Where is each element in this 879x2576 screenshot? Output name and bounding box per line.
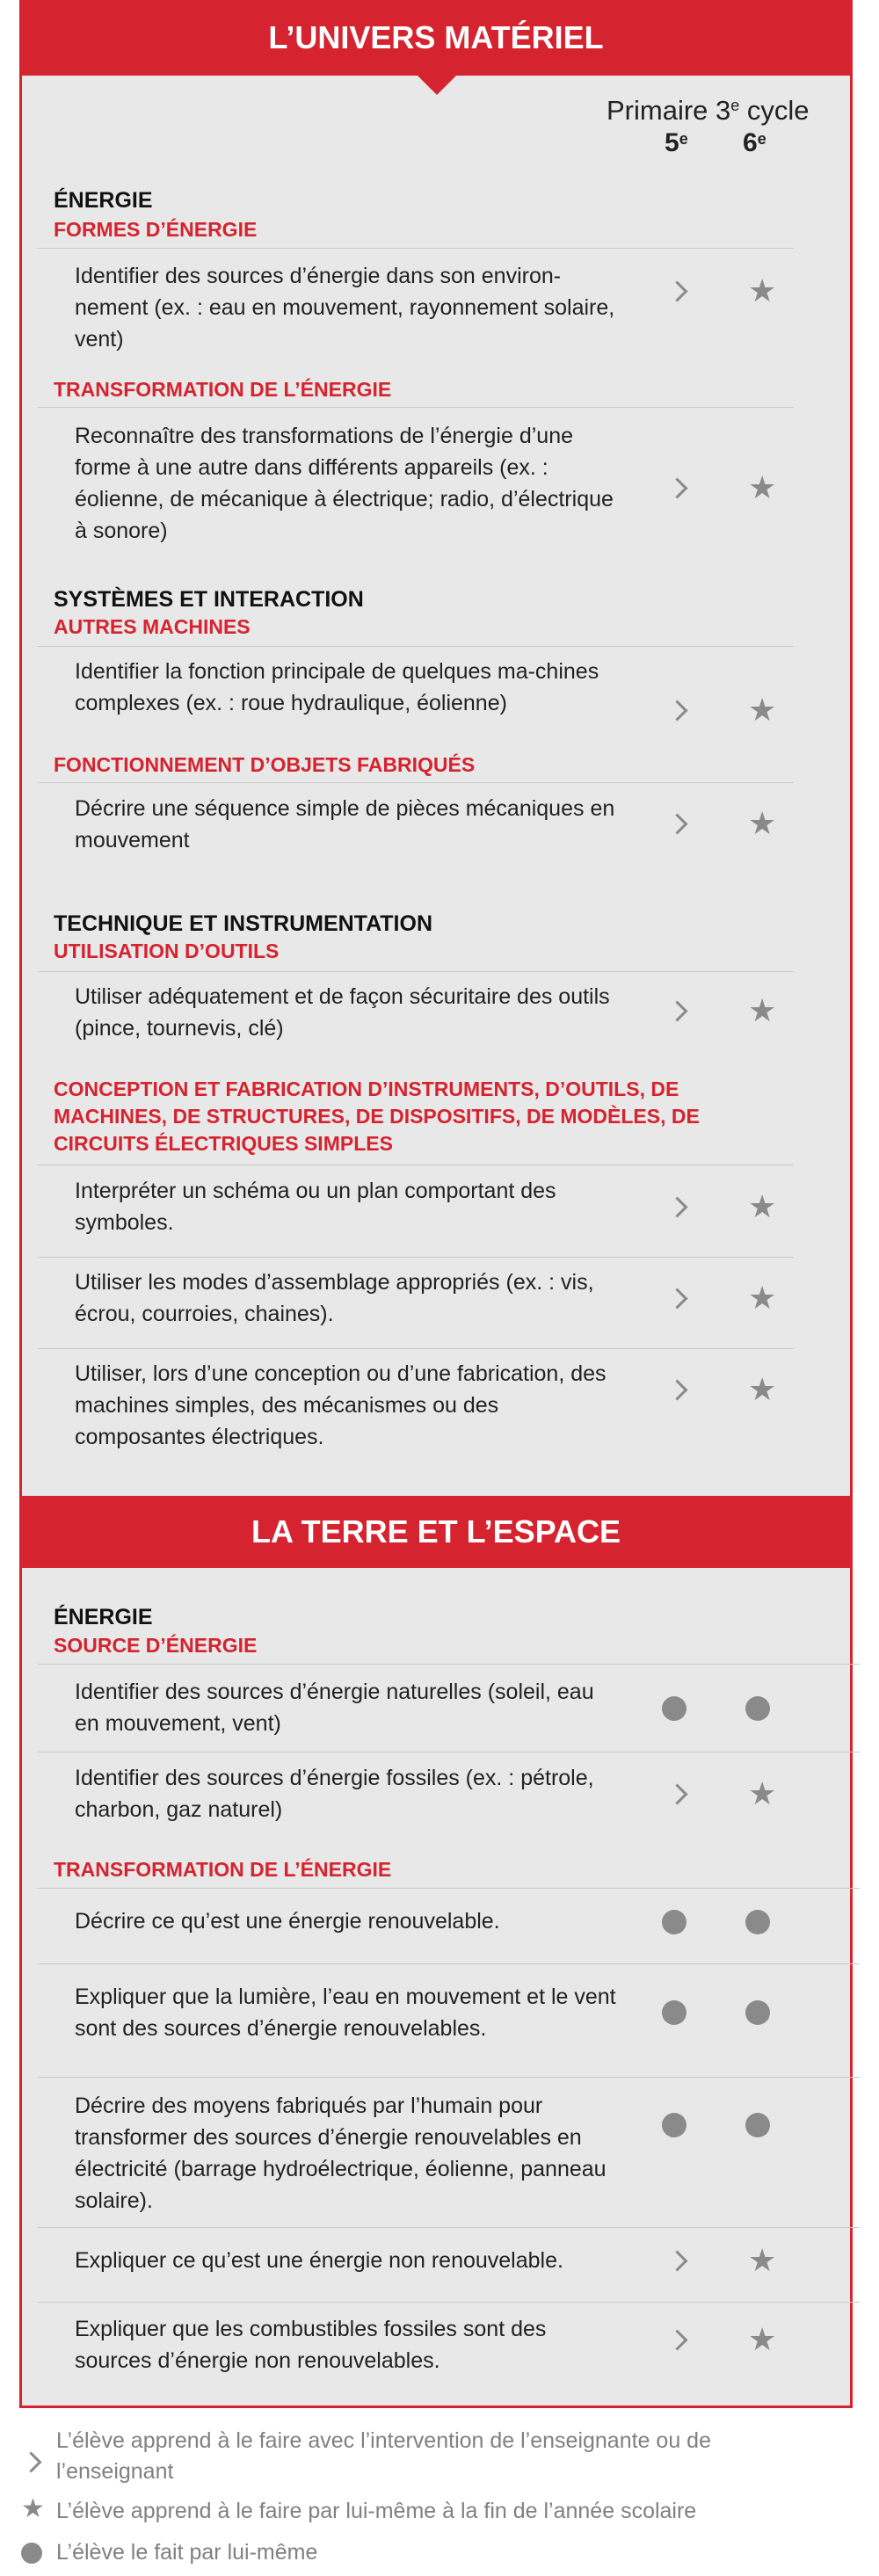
legend-star-icon: ★ [21, 2494, 45, 2523]
subheading-conception-fabrication: CONCEPTION ET FABRICATION D’INSTRUMENTS, D’OUTILS, DE MACHINES, DE STRUCTURES, DE DISPOSITIFS, DE MODÈLES, DE CIRCUITS ÉLECTRIQUES SIMPLES [54, 1078, 700, 1155]
item-combustibles-fossiles: Expliquer que les combustibles fossiles sont des sources d’énergie non renouvelables. [75, 2317, 547, 2373]
item-moyens-fabriques: Décrire des moyens fabriqués par l’humain pour transformer des sources d’énergie renouvelables en électricité (barrage hydroélectrique, éolienne, panneau solaire). [75, 2093, 607, 2213]
divider [38, 2227, 860, 2228]
divider [38, 1888, 860, 1889]
dot-icon [662, 1910, 686, 1934]
dot-icon [745, 2113, 770, 2137]
star-icon: ★ [748, 272, 777, 308]
subheading-fonctionnement-objets: FONCTIONNEMENT D’OBJETS FABRIQUÉS [54, 753, 476, 776]
star-icon: ★ [748, 1775, 777, 1811]
subheading-formes-energie: FORMES D’ÉNERGIE [54, 218, 258, 241]
dot-icon [745, 1696, 770, 1721]
col6-sup: e [757, 130, 766, 148]
banner-notch [418, 76, 456, 95]
star-icon: ★ [748, 805, 777, 841]
subheading-utilisation-outils: UTILISATION D’OUTILS [54, 940, 280, 962]
chevron-icon [666, 1783, 687, 1804]
curriculum-panel [19, 0, 853, 2408]
divider [38, 248, 794, 249]
chevron-icon [666, 700, 687, 721]
dot-icon [745, 1910, 770, 1934]
star-icon: ★ [748, 692, 777, 728]
section-title: L’UNIVERS MATÉRIEL [268, 19, 604, 55]
star-icon: ★ [748, 1280, 777, 1316]
chevron-icon [666, 1288, 687, 1309]
legend-chevron-icon [20, 2451, 41, 2472]
heading-energie: ÉNERGIE [54, 188, 153, 213]
divider [38, 646, 794, 647]
item-utiliser-outils: Utiliser adéquatement et de façon sécuritaire des outils (pince, tournevis, clé) [75, 984, 610, 1041]
dot-icon [662, 2000, 686, 2025]
dot-icon [662, 2113, 686, 2137]
item-sequence-pieces: Décrire une séquence simple de pièces mécaniques en mouvement [75, 796, 615, 853]
legend-chevron-text: L’élève apprend à le faire avec l’intervention de l’enseignante ou de l’enseignant [56, 2428, 711, 2484]
col5-label: 5 [665, 128, 679, 157]
chevron-icon [666, 1000, 687, 1021]
chevron-icon [666, 813, 687, 834]
star-icon: ★ [748, 1371, 777, 1407]
section-banner-univers-materiel [22, 0, 850, 76]
item-identifier-sources: Identifier des sources d’énergie dans son environ-nement (ex. : eau en mouvement, rayonnement solaire, vent) [75, 264, 615, 352]
heading-energie: ÉNERGIE [54, 1605, 153, 1629]
divider [38, 1257, 794, 1258]
chevron-icon [666, 477, 687, 498]
star-icon: ★ [748, 2242, 777, 2278]
chevron-icon [666, 2329, 687, 2350]
column-header-cycle [607, 95, 810, 127]
item-non-renouvelable: Expliquer ce qu’est une énergie non renouvelable. [75, 2248, 563, 2273]
item-sources-naturelles: Identifier des sources d’énergie naturelles (soleil, eau en mouvement, vent) [75, 1680, 594, 1736]
chevron-icon [666, 1196, 687, 1217]
subheading-transformation-energie: TRANSFORMATION DE L’ÉNERGIE [54, 1858, 392, 1881]
column-6 [743, 128, 766, 158]
col6-label: 6 [743, 128, 758, 157]
header-primaire: Primaire 3 [607, 95, 731, 126]
item-lumiere-eau-vent: Expliquer que la lumière, l’eau en mouvement et le vent sont des sources d’énergie renouvelables. [75, 1985, 616, 2041]
star-icon: ★ [748, 469, 777, 505]
column-5 [665, 128, 688, 158]
star-icon: ★ [748, 1188, 777, 1224]
item-fonction-machines: Identifier la fonction principale de quelques ma-chines complexes (ex. : roue hydraulique, éolienne) [75, 659, 599, 715]
divider [38, 782, 794, 783]
subheading-transformation-energie: TRANSFORMATION DE L’ÉNERGIE [54, 378, 392, 401]
item-reconnaitre-transformations: Reconnaître des transformations de l’énergie d’une forme à une autre dans différents appareils (ex. : éolienne, de mécanique à électrique; radio, d’électrique à sonore) [75, 424, 614, 543]
divider [38, 1664, 860, 1665]
dot-icon [745, 2000, 770, 2025]
section-title: LA TERRE ET L’ESPACE [251, 1513, 621, 1549]
chevron-icon [666, 1379, 687, 1400]
chevron-icon [666, 2250, 687, 2271]
section-banner-terre-espace [22, 1496, 850, 1568]
divider [38, 2077, 860, 2078]
divider [38, 1348, 794, 1349]
item-modes-assemblage: Utiliser les modes d’assemblage appropriés (ex. : vis, écrou, courroies, chaines). [75, 1270, 594, 1326]
item-conception-mecanismes: Utiliser, lors d’une conception ou d’une fabrication, des machines simples, des mécanismes ou des composantes électriques. [75, 1361, 607, 1449]
item-interpreter-schema: Interpréter un schéma ou un plan comportant des symboles. [75, 1179, 556, 1235]
item-sources-fossiles: Identifier des sources d’énergie fossiles (ex. : pétrole, charbon, gaz naturel) [75, 1766, 594, 1822]
subheading-autres-machines: AUTRES MACHINES [54, 615, 251, 638]
divider [38, 407, 794, 408]
subheading-source-energie: SOURCE D’ÉNERGIE [54, 1634, 258, 1657]
divider [38, 2302, 860, 2303]
star-icon: ★ [748, 992, 777, 1028]
dot-icon [662, 1696, 686, 1721]
legend-dot-icon [21, 2543, 42, 2564]
header-sup: e [730, 97, 740, 114]
divider [38, 1963, 860, 1964]
chevron-icon [666, 280, 687, 301]
heading-systemes-interaction: SYSTÈMES ET INTERACTION [54, 587, 364, 612]
header-cycle-word: cycle [739, 95, 810, 126]
star-icon: ★ [748, 2321, 777, 2357]
divider [38, 971, 794, 972]
legend-star-text: L’élève apprend à le faire par lui-même à la fin de l’année scolaire [56, 2499, 697, 2523]
legend-dot-text: L’élève le fait par lui-même [56, 2540, 318, 2565]
item-energie-renouvelable: Décrire ce qu’est une énergie renouvelable. [75, 1909, 500, 1934]
heading-technique-instrumentation: TECHNIQUE ET INSTRUMENTATION [54, 911, 433, 936]
col5-sup: e [679, 130, 688, 148]
